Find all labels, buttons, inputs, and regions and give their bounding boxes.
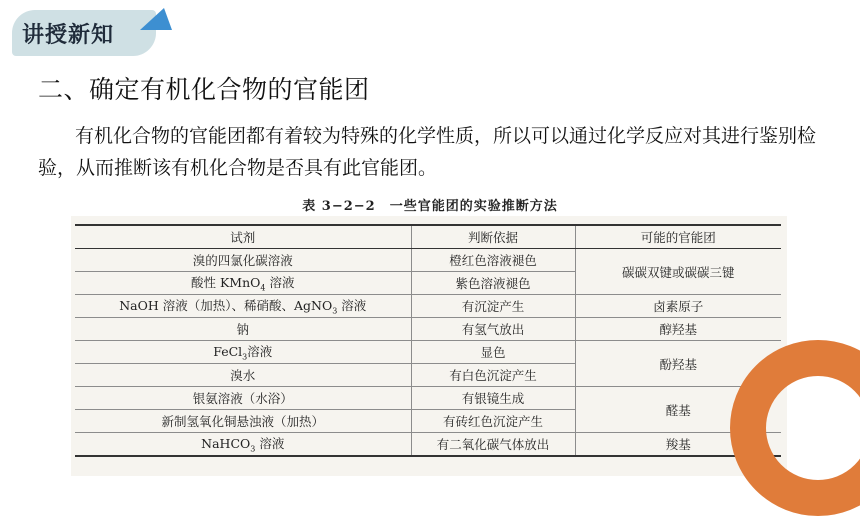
cell-group: 酚羟基 (575, 341, 781, 387)
cell-reagent: 溴水 (75, 364, 411, 387)
cell-basis: 有银镜生成 (411, 387, 575, 410)
cell-basis: 有沉淀产生 (411, 295, 575, 318)
header-basis: 判断依据 (411, 225, 575, 249)
cell-group: 醛基 (575, 387, 781, 433)
cell-group: 碳碳双键或碳碳三键 (575, 249, 781, 295)
table-row (75, 295, 781, 318)
table-row (75, 341, 781, 364)
triangle-icon (138, 6, 174, 32)
table-row (75, 318, 781, 341)
table-header-row (75, 225, 781, 249)
table-caption: 表 3−2−2 一些官能团的实验推断方法 (302, 199, 558, 214)
cell-reagent: NaOH 溶液（加热）、稀硝酸、AgNO$_3$ 溶液 (75, 295, 411, 318)
cell-basis: 有二氧化碳气体放出 (411, 433, 575, 457)
cell-basis: 紫色溶液褪色 (411, 272, 575, 295)
functional-group-table (75, 224, 781, 457)
decorative-ring-icon (728, 338, 860, 518)
header-group: 可能的官能团 (575, 225, 781, 249)
cell-basis: 橙红色溶液褪色 (411, 249, 575, 272)
table-figure (71, 216, 787, 476)
cell-basis: 有氢气放出 (411, 318, 575, 341)
cell-reagent: 酸性 KMnO$_4$ 溶液 (75, 272, 411, 295)
cell-group: 卤素原子 (575, 295, 781, 318)
table-row (75, 433, 781, 457)
section-title: 二、确定有机化合物的官能团 (38, 75, 370, 104)
intro-paragraph: 有机化合物的官能团都有着较为特殊的化学性质，所以可以通过化学反应对其进行鉴别检验，从而推断该有机化合物是否具有此官能团。 (38, 125, 817, 179)
badge-label: 讲授新知 (22, 22, 115, 48)
cell-basis: 显色 (411, 341, 575, 364)
cell-reagent: FeCl$_3$溶液 (75, 341, 411, 364)
table-row (75, 387, 781, 410)
cell-group: 羧基 (575, 433, 781, 457)
cell-reagent: 溴的四氯化碳溶液 (75, 249, 411, 272)
cell-group: 醇羟基 (575, 318, 781, 341)
cell-basis: 有砖红色沉淀产生 (411, 410, 575, 433)
cell-reagent: NaHCO$_3$ 溶液 (75, 433, 411, 457)
table-row (75, 249, 781, 272)
cell-reagent: 钠 (75, 318, 411, 341)
header-reagent: 试剂 (75, 225, 411, 249)
cell-basis: 有白色沉淀产生 (411, 364, 575, 387)
cell-reagent: 银氨溶液（水浴） (75, 387, 411, 410)
cell-reagent: 新制氢氧化铜悬浊液（加热） (75, 410, 411, 433)
